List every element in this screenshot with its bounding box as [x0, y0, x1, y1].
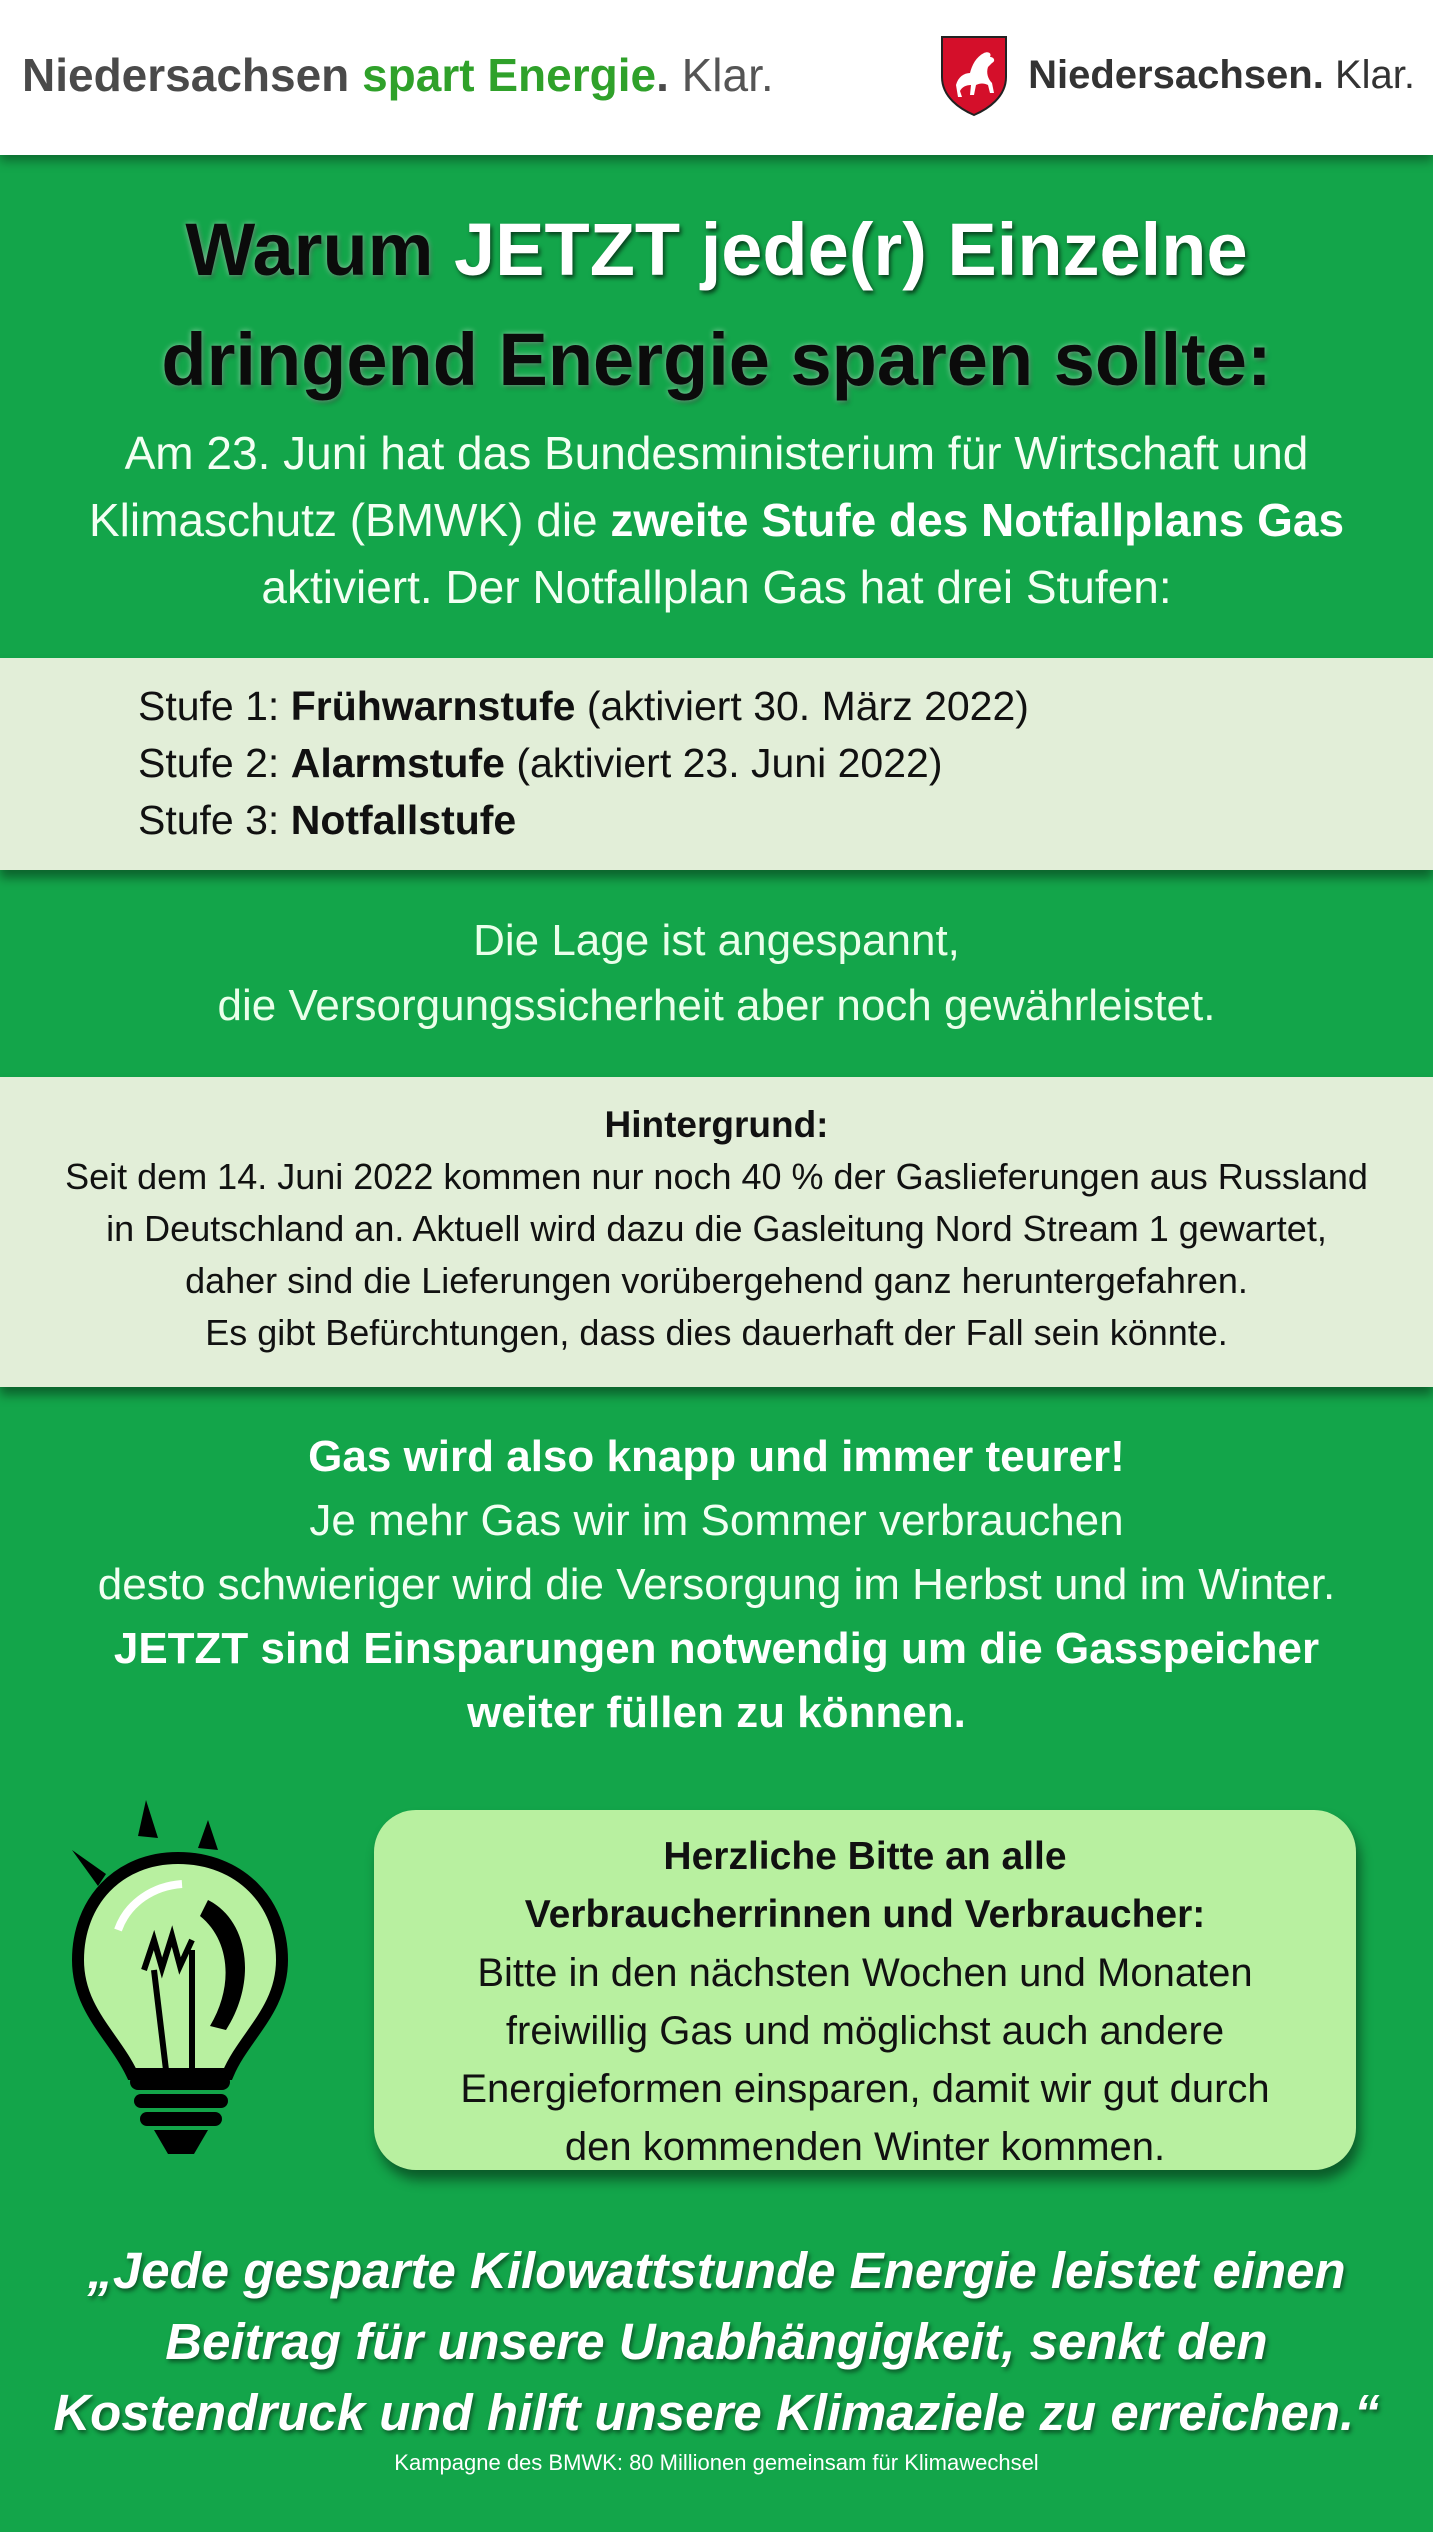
main-title: Warum JETZT jede(r) Einzelne dringend Energie sparen sollte: — [161, 208, 1272, 401]
campaign-footer: Kampagne des BMWK: 80 Millionen gemeinsam für Klimawechsel — [394, 2450, 1039, 2475]
campaign-logo: Niedersachsen spart Energie. Klar. — [22, 49, 774, 101]
stage-item: Stufe 2: Alarmstufe (aktiviert 23. Juni 2022) — [138, 740, 943, 786]
plea-box: Herzliche Bitte an alle Verbraucherrinnen und Verbraucher: Bitte in den nächsten Wochen und Monaten freiwillig Gas und möglichst auch andere Energieformen einsparen, damit wir gut durch den kommenden Winter kommen. — [374, 1810, 1356, 2170]
gas-shortage-text: Gas wird also knapp und immer teurer! Je mehr Gas wir im Sommer verbrauchen desto schwieriger wird die Versorgung im Herbst und im Winter. JETZT sind Einsparungen notwendig um die Gasspeicher weiter füllen zu können. — [97, 1432, 1336, 1737]
background-panel: Hintergrund: Seit dem 14. Juni 2022 kommen nur noch 40 % der Gaslieferungen aus Russland in Deutschland an. Aktuell wird dazu die Gasleitung Nord Stream 1 gewartet, daher sind die Lieferungen vorübergehend ganz heruntergefahren. Es gibt Befürchtungen, dass dies dauerhaft der Fall sein könnte. — [0, 1077, 1433, 1387]
stages-panel — [0, 658, 1433, 870]
stage-item: Stufe 1: Frühwarnstufe (aktiviert 30. März 2022) — [138, 683, 1029, 729]
state-logo: Niedersachsen. Klar. — [938, 30, 1415, 120]
intro-text: Am 23. Juni hat das Bundesministerium für Wirtschaft und Klimaschutz (BMWK) die zweite Stufe des Notfallplans Gas aktiviert. Der Notfallplan Gas hat drei Stufen: — [88, 427, 1345, 613]
header — [0, 0, 1433, 155]
lower-saxony-horse-crest-icon — [938, 33, 1010, 117]
light-bulb-icon — [58, 1790, 308, 2160]
situation-text: Die Lage ist angespannt, die Versorgungssicherheit aber noch gewährleistet. — [217, 916, 1216, 1030]
quote: „Jede gesparte Kilowattstunde Energie leistet einen Beitrag für unsere Unabhängigkeit, senkt den Kostendruck und hilft unsere Klimaziele zu erreichen.“ — [53, 2242, 1380, 2441]
background-heading: Hintergrund: — [604, 1104, 829, 1145]
stage-item: Stufe 3: Notfallstufe — [138, 797, 517, 843]
